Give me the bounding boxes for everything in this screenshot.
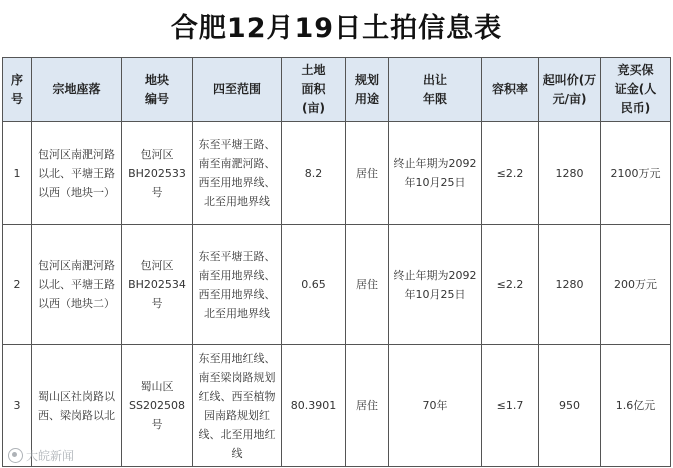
- table-header-row: [3, 58, 671, 122]
- cell-seq: 2: [3, 225, 32, 345]
- cell-parcel-no: 蜀山区SS202508号: [122, 345, 193, 467]
- cell-term: 70年: [389, 345, 482, 467]
- cell-location: 蜀山区社岗路以西、梁岗路以北: [32, 345, 122, 467]
- header-parcel-no: 地块编号: [122, 58, 193, 122]
- cell-boundary: 东至平塘王路、南至南淝河路、西至用地界线、北至用地界线: [193, 122, 282, 225]
- cell-boundary: 东至平塘王路、南至用地界线、西至用地界线、北至用地界线: [193, 225, 282, 345]
- header-location: 宗地座落: [32, 58, 122, 122]
- cell-far: ≤2.2: [482, 225, 539, 345]
- cell-start-price: 1280: [539, 225, 601, 345]
- watermark: [8, 447, 74, 464]
- cell-use: 居住: [346, 345, 389, 467]
- header-seq: 序号: [3, 58, 32, 122]
- cell-far: ≤1.7: [482, 345, 539, 467]
- cell-start-price: 1280: [539, 122, 601, 225]
- cell-seq: 1: [3, 122, 32, 225]
- page-title: 合肥12月19日土拍信息表: [170, 13, 503, 44]
- cell-area: 8.2: [282, 122, 346, 225]
- header-area: 土地面积(亩): [282, 58, 346, 122]
- header-deposit: 竞买保证金(人民币): [601, 58, 671, 122]
- land-auction-table: [2, 57, 671, 467]
- cell-term: 终止年期为2092年10月25日: [389, 122, 482, 225]
- cell-location: 包河区南淝河路以北、平塘王路以西（地块一）: [32, 122, 122, 225]
- table-row: [3, 345, 671, 467]
- header-term: 出让年限: [389, 58, 482, 122]
- cell-deposit: 1.6亿元: [601, 345, 671, 467]
- cell-deposit: 2100万元: [601, 122, 671, 225]
- table-row: [3, 122, 671, 225]
- cell-use: 居住: [346, 122, 389, 225]
- header-start-price: 起叫价(万元/亩): [539, 58, 601, 122]
- cell-area: 0.65: [282, 225, 346, 345]
- cell-boundary: 东至用地红线、南至梁岗路规划红线、西至植物园南路规划红线、北至用地红线: [193, 345, 282, 467]
- cell-start-price: 950: [539, 345, 601, 467]
- cell-use: 居住: [346, 225, 389, 345]
- cell-far: ≤2.2: [482, 122, 539, 225]
- header-boundary: 四至范围: [193, 58, 282, 122]
- cell-parcel-no: 包河区BH202534号: [122, 225, 193, 345]
- cell-seq: 3: [3, 345, 32, 467]
- cell-area: 80.3901: [282, 345, 346, 467]
- table-row: [3, 225, 671, 345]
- header-far: 容积率: [482, 58, 539, 122]
- watermark-text: 大皖新闻: [26, 449, 75, 463]
- cell-location: 包河区南淝河路以北、平塘王路以西（地块二）: [32, 225, 122, 345]
- cell-deposit: 200万元: [601, 225, 671, 345]
- cell-parcel-no: 包河区BH202533号: [122, 122, 193, 225]
- header-use: 规划用途: [346, 58, 389, 122]
- cell-term: 终止年期为2092年10月25日: [389, 225, 482, 345]
- watermark-logo-icon: [8, 448, 23, 463]
